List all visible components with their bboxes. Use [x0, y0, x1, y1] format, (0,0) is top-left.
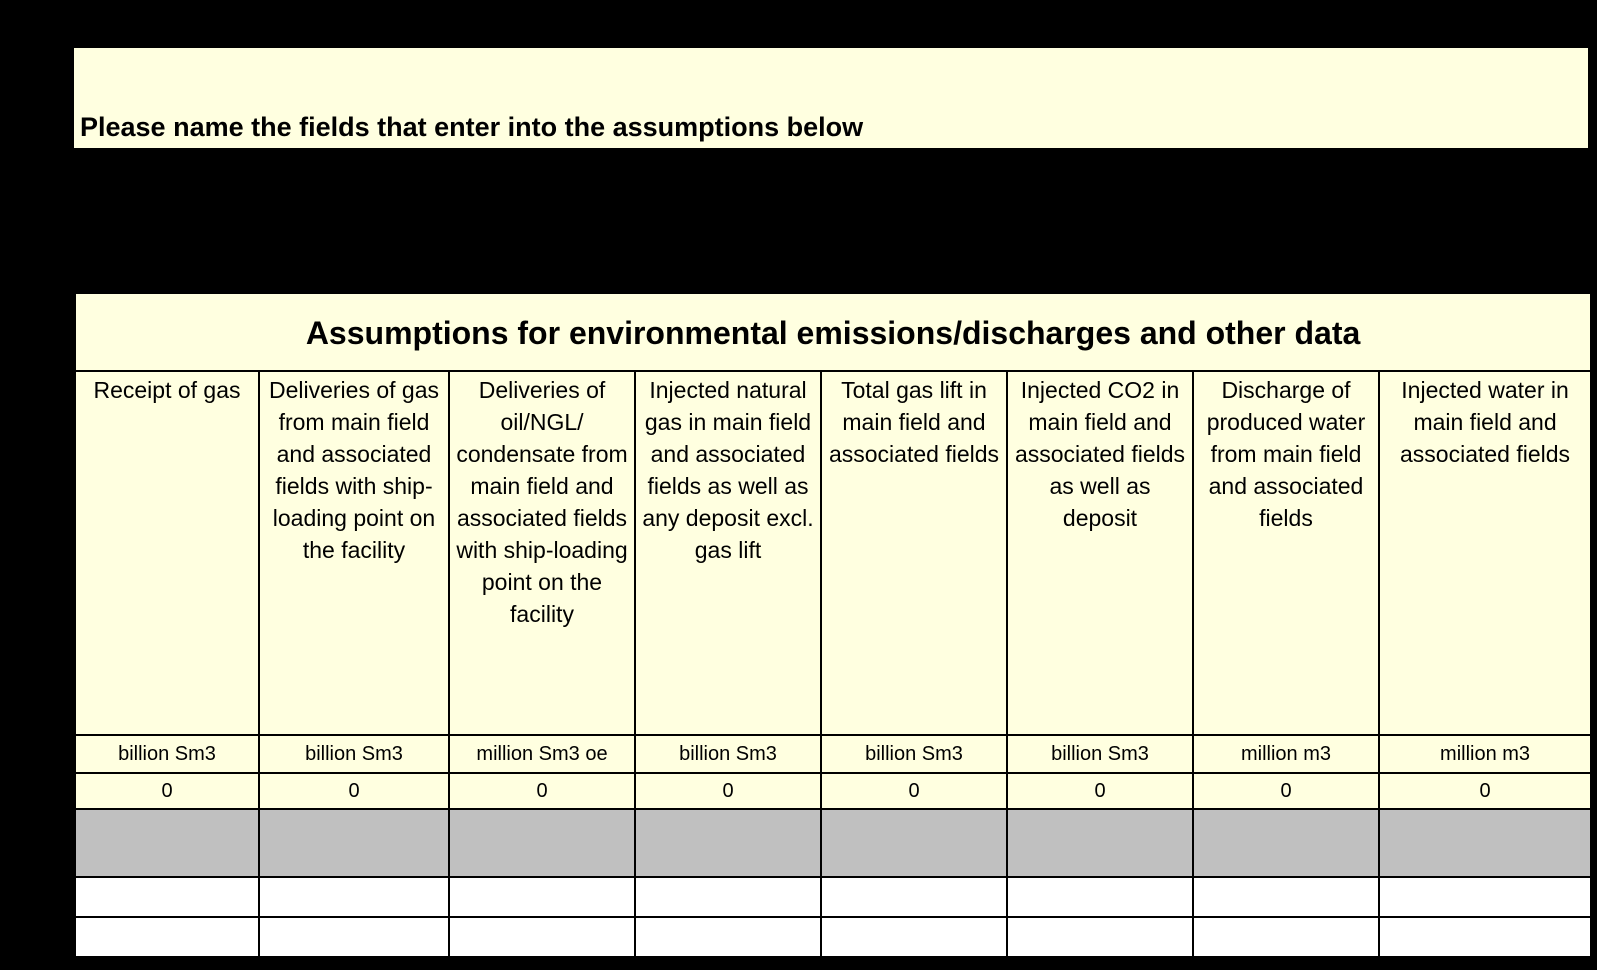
blank-cell[interactable]: [1007, 917, 1193, 957]
value-cell[interactable]: 0: [259, 773, 449, 809]
unit-cell: million m3: [1379, 735, 1591, 773]
value-cell[interactable]: 0: [1193, 773, 1379, 809]
blank-cell[interactable]: [1193, 877, 1379, 917]
unit-cell: million Sm3 oe: [449, 735, 635, 773]
gray-cell[interactable]: [75, 809, 259, 877]
column-header: Injected CO2 in main field and associated fields as well as deposit: [1007, 371, 1193, 735]
unit-cell: billion Sm3: [821, 735, 1007, 773]
unit-row: [75, 735, 1591, 773]
blank-cell[interactable]: [1379, 877, 1591, 917]
column-header: Deliveries of gas from main field and associated fields with ship-loading point on the facility: [259, 371, 449, 735]
column-header: Total gas lift in main field and associated fields: [821, 371, 1007, 735]
blank-cell[interactable]: [821, 917, 1007, 957]
blank-cell[interactable]: [821, 877, 1007, 917]
value-row: [75, 773, 1591, 809]
blank-cell[interactable]: [1379, 917, 1591, 957]
assumptions-table: [74, 292, 1592, 958]
unit-cell: billion Sm3: [259, 735, 449, 773]
unit-cell: billion Sm3: [635, 735, 821, 773]
gray-cell[interactable]: [821, 809, 1007, 877]
gray-cell[interactable]: [635, 809, 821, 877]
blank-cell[interactable]: [635, 877, 821, 917]
blank-cell[interactable]: [449, 917, 635, 957]
value-cell[interactable]: 0: [635, 773, 821, 809]
value-cell[interactable]: 0: [1379, 773, 1591, 809]
blank-row: [75, 917, 1591, 957]
blank-cell[interactable]: [1007, 877, 1193, 917]
column-header: Deliveries of oil/NGL/ condensate from main field and associated fields with ship-loading point on the facility: [449, 371, 635, 735]
gray-cell[interactable]: [1379, 809, 1591, 877]
blank-cell[interactable]: [259, 877, 449, 917]
field-names-prompt: Please name the fields that enter into the assumptions below: [80, 112, 864, 142]
unit-cell: million m3: [1193, 735, 1379, 773]
column-header: Discharge of produced water from main field and associated fields: [1193, 371, 1379, 735]
column-header: Injected natural gas in main field and associated fields as well as any deposit excl. gas lift: [635, 371, 821, 735]
blank-cell[interactable]: [75, 917, 259, 957]
blank-cell[interactable]: [635, 917, 821, 957]
gray-cell[interactable]: [449, 809, 635, 877]
blank-cell[interactable]: [75, 877, 259, 917]
blank-cell[interactable]: [449, 877, 635, 917]
unit-cell: billion Sm3: [75, 735, 259, 773]
column-header: Injected water in main field and associated fields: [1379, 371, 1591, 735]
gray-cell[interactable]: [259, 809, 449, 877]
field-names-band: [74, 48, 1588, 148]
gray-cell[interactable]: [1193, 809, 1379, 877]
value-cell[interactable]: 0: [1007, 773, 1193, 809]
unit-cell: billion Sm3: [1007, 735, 1193, 773]
value-cell[interactable]: 0: [449, 773, 635, 809]
gray-row: [75, 809, 1591, 877]
blank-row: [75, 877, 1591, 917]
table-title: Assumptions for environmental emissions/discharges and other data: [75, 293, 1591, 371]
blank-cell[interactable]: [1193, 917, 1379, 957]
gray-cell[interactable]: [1007, 809, 1193, 877]
header-row: [75, 371, 1591, 735]
column-header: Receipt of gas: [75, 371, 259, 735]
blank-cell[interactable]: [259, 917, 449, 957]
value-cell[interactable]: 0: [821, 773, 1007, 809]
value-cell[interactable]: 0: [75, 773, 259, 809]
